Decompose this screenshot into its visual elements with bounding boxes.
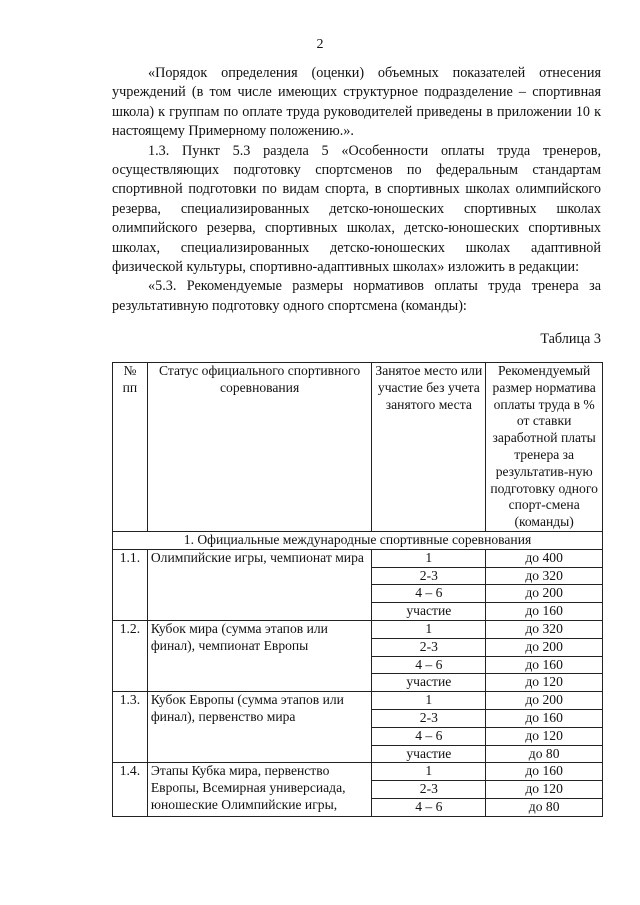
- row-place: участие: [372, 674, 486, 692]
- row-place: 1: [372, 549, 486, 567]
- page-number: 2: [316, 37, 324, 52]
- norms-table: [112, 362, 603, 817]
- row-norm: до 160: [486, 603, 603, 621]
- row-norm: до 80: [486, 745, 603, 763]
- row-place: 2-3: [372, 709, 486, 727]
- row-place: участие: [372, 603, 486, 621]
- row-num: 1.3.: [113, 692, 148, 763]
- section-title: 1. Официальные международные спортивные соревнования: [113, 531, 603, 549]
- table-row: [113, 549, 603, 567]
- table-caption: Таблица 3: [540, 331, 601, 347]
- row-norm: до 200: [486, 638, 603, 656]
- row-place: 4 – 6: [372, 585, 486, 603]
- table-row: [113, 620, 603, 638]
- row-norm: до 160: [486, 709, 603, 727]
- header-place: Занятое место или участие без учета занятого места: [372, 363, 486, 532]
- row-norm: до 160: [486, 763, 603, 781]
- row-place: 1: [372, 692, 486, 710]
- header-num: № пп: [113, 363, 148, 532]
- row-status: Этапы Кубка мира, первенство Европы, Всемирная универсиада, юношеские Олимпийские игры,: [147, 763, 372, 816]
- row-place: 1: [372, 620, 486, 638]
- row-norm: до 320: [486, 620, 603, 638]
- row-num: 1.4.: [113, 763, 148, 816]
- row-place: 2-3: [372, 638, 486, 656]
- row-norm: до 80: [486, 798, 603, 816]
- row-place: участие: [372, 745, 486, 763]
- row-status: Кубок Европы (сумма этапов или финал), первенство мира: [147, 692, 372, 763]
- row-place: 4 – 6: [372, 727, 486, 745]
- row-norm: до 160: [486, 656, 603, 674]
- paragraph: 1.3. Пункт 5.3 раздела 5 «Особенности оплаты труда тренеров, осуществляющих подготовку спортсменов по федеральным стандартам спортивной подготовки по видам спорта, в спортивных школах олимпийского резерва, специализированных детско-юношеских спортивных школах олимпийского резерва, спортивных школах, детско-юношеских спортивных школах, специализированных детско-юношеских школах адаптивной физической культуры, спортивно-адаптивных школах» изложить в редакции:: [112, 142, 601, 276]
- row-num: 1.2.: [113, 620, 148, 691]
- row-place: 1: [372, 763, 486, 781]
- row-norm: до 320: [486, 567, 603, 585]
- row-norm: до 400: [486, 549, 603, 567]
- row-place: 4 – 6: [372, 656, 486, 674]
- row-norm: до 120: [486, 781, 603, 799]
- table-row: [113, 763, 603, 781]
- table-row: [113, 692, 603, 710]
- paragraph: «5.3. Рекомендуемые размеры нормативов оплаты труда тренера за результативную подготовку одного спортсмена (команды):: [112, 278, 601, 314]
- table-header-row: [113, 363, 603, 532]
- row-norm: до 120: [486, 674, 603, 692]
- header-status: Статус официального спортивного соревнования: [147, 363, 372, 532]
- paragraph: «Порядок определения (оценки) объемных показателей отнесения учреждений (в том числе имеющих структурное подразделение – спортивная школа) к группам по оплате труда руководителей приведены в приложении 10 к настоящему Примерному положению.».: [112, 65, 601, 140]
- row-norm: до 120: [486, 727, 603, 745]
- header-norm: Рекомендуемый размер норматива оплаты труда в % от ставки заработной платы тренера за результатив-ную подготовку одного спорт-смена (команды): [486, 363, 603, 532]
- row-status: Кубок мира (сумма этапов или финал), чемпионат Европы: [147, 620, 372, 691]
- row-norm: до 200: [486, 692, 603, 710]
- row-place: 4 – 6: [372, 798, 486, 816]
- row-place: 2-3: [372, 781, 486, 799]
- row-status: Олимпийские игры, чемпионат мира: [147, 549, 372, 620]
- body-text: [112, 64, 601, 316]
- row-place: 2-3: [372, 567, 486, 585]
- row-num: 1.1.: [113, 549, 148, 620]
- row-norm: до 200: [486, 585, 603, 603]
- table-section-row: [113, 531, 603, 549]
